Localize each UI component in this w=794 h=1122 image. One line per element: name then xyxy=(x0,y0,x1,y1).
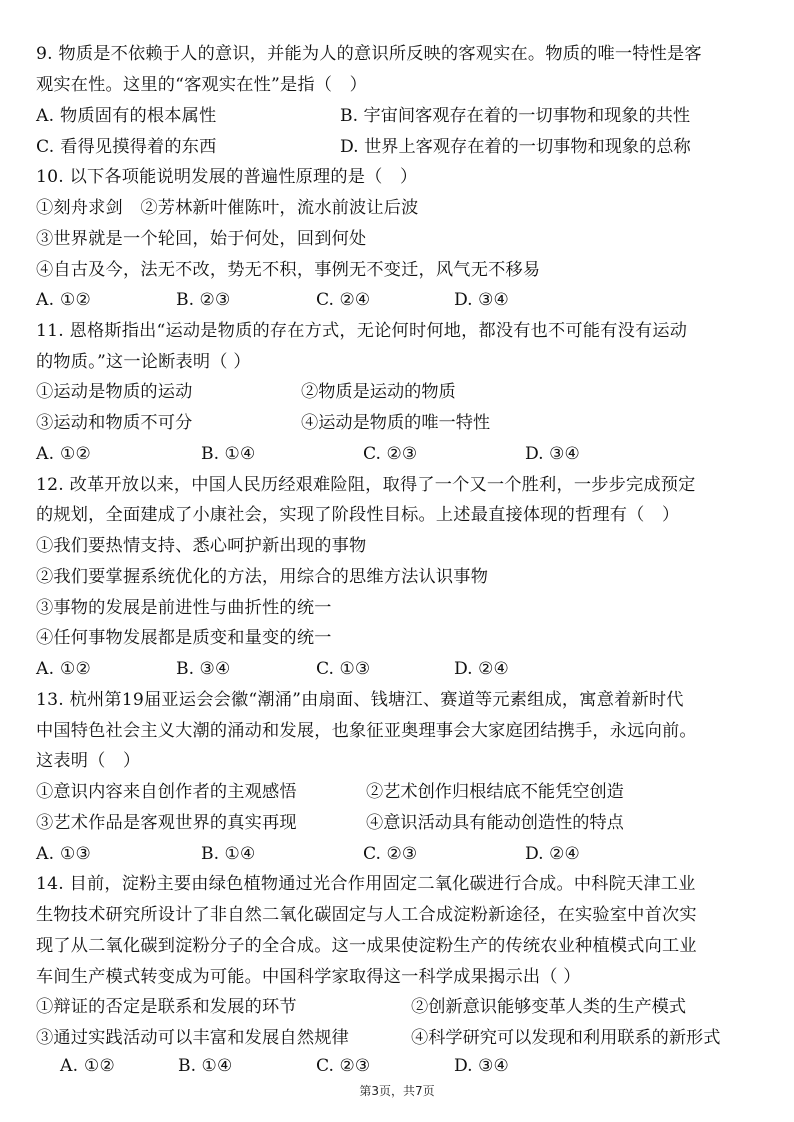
q11-option-c: C. ②③ xyxy=(363,444,418,464)
q12-statement-4: ④任何事物发展都是质变和量变的统一 xyxy=(36,628,332,648)
q10-option-d: D. ③④ xyxy=(454,290,509,310)
q11-stem-line1: 11. 恩格斯指出“运动是物质的存在方式，无论何时何地，都没有也不可能有没有运动 xyxy=(36,321,688,341)
q13-option-a: A. ①③ xyxy=(36,844,92,864)
q12-option-c: C. ①③ xyxy=(316,659,371,679)
q14-option-a: A. ①② xyxy=(60,1056,116,1076)
q12-stem-line2: 的规划，全面建成了小康社会，实现了阶段性目标。上述最直接体现的哲理有（ ） xyxy=(36,505,680,525)
q14-statement-1: ①辩证的否定是联系和发展的环节 xyxy=(36,997,297,1017)
q14-option-d: D. ③④ xyxy=(454,1056,509,1076)
q13-stem-line3: 这表明（ ） xyxy=(36,751,141,771)
q14-statement-2: ②创新意识能够变革人类的生产模式 xyxy=(411,997,687,1017)
q11-statement-4: ④运动是物质的唯一特性 xyxy=(301,413,491,433)
q13-statement-3: ③艺术作品是客观世界的真实再现 xyxy=(36,813,297,833)
q10-statement-4: ④自古及今，法无不改，势无不积，事例无不变迁，风气无不移易 xyxy=(36,260,541,280)
q13-stem-line1: 13. 杭州第19届亚运会会徽“潮涌”由扇面、钱塘江、赛道等元素组成，寓意着新时代 xyxy=(36,690,684,710)
q14-stem-line3: 现了从二氧化碳到淀粉分子的全合成。这一成果使淀粉生产的传统农业种植模式向工业 xyxy=(36,936,697,956)
q11-stem-line2: 的物质。”这一论断表明（ ） xyxy=(36,352,251,372)
q12-option-a: A. ①② xyxy=(36,659,92,679)
q9-stem-line1: 9. 物质是不依赖于人的意识，并能为人的意识所反映的客观实在。物质的唯一特性是客 xyxy=(36,44,702,64)
q14-stem-line1: 14. 目前，淀粉主要由绿色植物通过光合作用固定二氧化碳进行合成。中科院天津工业 xyxy=(36,874,696,894)
q11-option-a: A. ①② xyxy=(36,444,92,464)
q9-option-b: B. 宇宙间客观存在着的一切事物和现象的共性 xyxy=(340,106,691,126)
q14-option-b: B. ①④ xyxy=(178,1056,233,1076)
q13-option-d: D. ②④ xyxy=(525,844,580,864)
q14-option-c: C. ②③ xyxy=(316,1056,371,1076)
q10-option-b: B. ②③ xyxy=(176,290,231,310)
q14-stem-line4: 车间生产模式转变成为可能。中国科学家取得这一科学成果揭示出（ ） xyxy=(36,967,581,987)
q9-stem-line2: 观实在性。这里的“客观实在性”是指（ ） xyxy=(36,75,367,95)
q13-statement-2: ②艺术创作归根结底不能凭空创造 xyxy=(366,782,624,802)
q12-statement-1: ①我们要热情支持、悉心呵护新出现的事物 xyxy=(36,536,367,556)
q12-statement-3: ③事物的发展是前进性与曲折性的统一 xyxy=(36,598,332,618)
q13-option-c: C. ②③ xyxy=(363,844,418,864)
q9-option-a: A. 物质固有的根本属性 xyxy=(36,106,217,126)
q12-option-d: D. ②④ xyxy=(454,659,509,679)
q13-stem-line2: 中国特色社会主义大潮的涌动和发展，也象征亚奥理事会大家庭团结携手，永远向前。 xyxy=(36,721,697,741)
q11-statement-2: ②物质是运动的物质 xyxy=(301,382,456,402)
q11-statement-3: ③运动和物质不可分 xyxy=(36,413,193,433)
q13-statement-1: ①意识内容来自创作者的主观感悟 xyxy=(36,782,297,802)
q11-option-b: B. ①④ xyxy=(201,444,256,464)
q14-statement-3: ③通过实践活动可以丰富和发展自然规律 xyxy=(36,1028,349,1048)
q12-stem-line1: 12. 改革开放以来，中国人民历经艰难险阻，取得了一个又一个胜利，一步步完成预定 xyxy=(36,475,696,495)
q14-statement-4: ④科学研究可以发现和利用联系的新形式 xyxy=(411,1028,721,1048)
q9-option-d: D. 世界上客观存在着的一切事物和现象的总称 xyxy=(340,137,691,157)
q11-option-d: D. ③④ xyxy=(525,444,580,464)
page-number-footer: 第3页，共7页 xyxy=(359,1084,435,1098)
q13-option-b: B. ①④ xyxy=(201,844,256,864)
q12-option-b: B. ③④ xyxy=(176,659,231,679)
q10-statement-3: ③世界就是一个轮回，始于何处，回到何处 xyxy=(36,229,367,249)
q9-option-c: C. 看得见摸得着的东西 xyxy=(36,137,217,157)
q12-statement-2: ②我们要掌握系统优化的方法，用综合的思维方法认识事物 xyxy=(36,567,489,587)
q10-stem: 10. 以下各项能说明发展的普遍性原理的是（ ） xyxy=(36,167,418,187)
q10-option-a: A. ①② xyxy=(36,290,92,310)
q13-statement-4: ④意识活动具有能动创造性的特点 xyxy=(366,813,624,833)
q10-option-c: C. ②④ xyxy=(316,290,371,310)
q11-statement-1: ①运动是物质的运动 xyxy=(36,382,193,402)
q10-statement-1-2: ①刻舟求剑 ②芳林新叶催陈叶，流水前波让后波 xyxy=(36,198,419,218)
q14-stem-line2: 生物技术研究所设计了非自然二氧化碳固定与人工合成淀粉新途径，在实验室中首次实 xyxy=(36,905,697,925)
